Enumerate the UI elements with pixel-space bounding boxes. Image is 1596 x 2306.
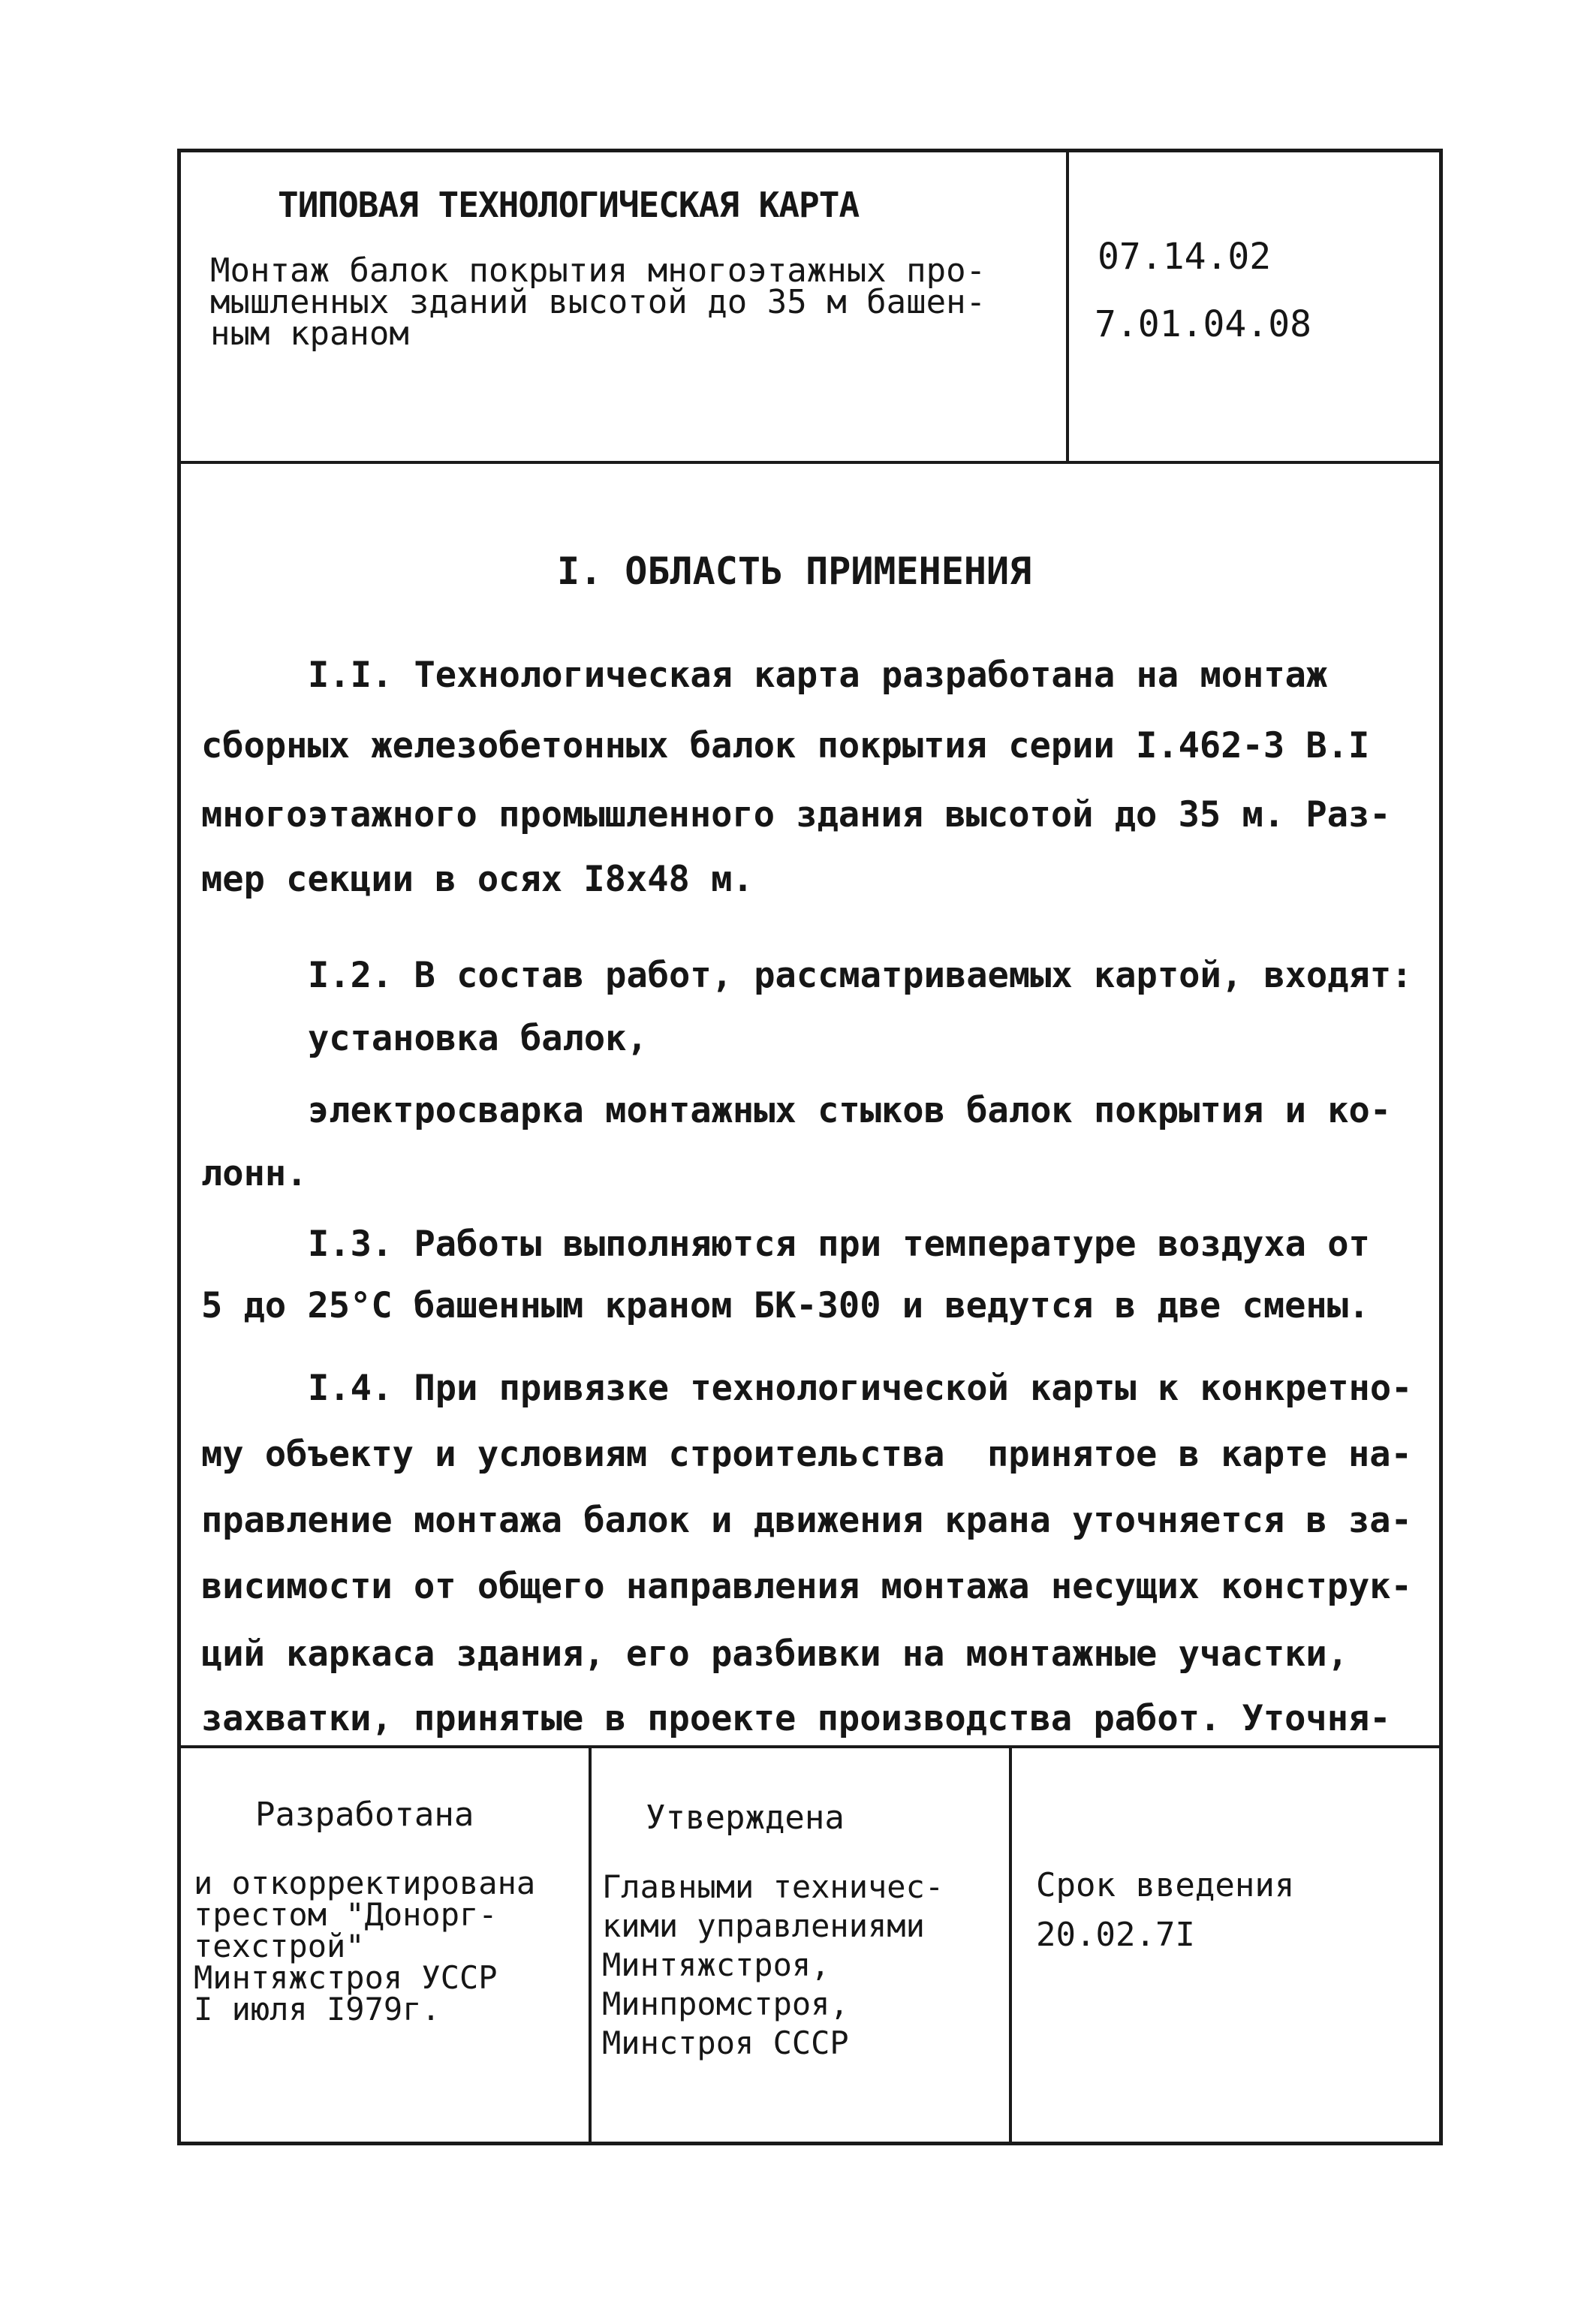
body-line: висимости от общего направления монтажа несущих конструк- — [201, 1566, 1412, 1607]
header-code-divider — [1066, 149, 1069, 461]
intro-date-label: Срок введения — [1036, 1866, 1295, 1904]
body-line: электросварка монтажных стыков балок покрытия и ко- — [308, 1090, 1392, 1131]
developed-text: и откорректирована трестом "Донорг- техстрой" Минтяжстроя УССР I июля I979г. — [194, 1865, 536, 2028]
body-line: I.I. Технологическая карта разработана на монтаж — [308, 655, 1328, 696]
approved-label: Утверждена — [646, 1799, 845, 1837]
body-line: многоэтажного промышленного здания высотой до 35 м. Раз- — [201, 794, 1391, 835]
intro-date: 20.02.7I — [1036, 1916, 1195, 1954]
body-line: сборных железобетонных балок покрытия серии I.462-3 В.I — [201, 725, 1370, 766]
page-frame — [177, 149, 1443, 2145]
body-line: мер секции в осях I8х48 м. — [201, 859, 754, 900]
body-line: правление монтажа балок и движения крана уточняется в за- — [201, 1500, 1412, 1541]
footer-col-divider-1 — [589, 1745, 592, 2145]
body-line: лонн. — [201, 1153, 308, 1194]
body-line: I.3. Работы выполняются при температуре воздуха от — [308, 1224, 1370, 1265]
body-line: ций каркаса здания, его разбивки на монтажные участки, — [201, 1633, 1349, 1675]
footer-col-divider-2 — [1009, 1745, 1012, 2145]
document-subtitle: Монтаж балок покрытия многоэтажных про- мышленных зданий высотой до 35 м башен- ным краном — [210, 251, 986, 353]
body-line: 5 до 25°С башенным краном БК-300 и ведутся в две смены. — [201, 1285, 1370, 1326]
section-title: I. ОБЛАСТЬ ПРИМЕНЕНИЯ — [557, 549, 1032, 593]
document-code-2: 7.01.04.08 — [1095, 303, 1311, 345]
approved-text: Главными техничес- кими управлениями Минтяжстроя, Минпромстроя, Минстроя СССР — [602, 1868, 944, 2061]
header-divider — [177, 461, 1443, 464]
body-line: I.4. При привязке технологической карты к конкретно- — [308, 1368, 1413, 1409]
developed-label: Разработана — [255, 1796, 474, 1834]
body-line: установка балок, — [308, 1018, 648, 1059]
footer-divider — [177, 1745, 1443, 1748]
document-code-1: 07.14.02 — [1098, 236, 1272, 278]
body-line: I.2. В состав работ, рассматриваемых картой, входят: — [308, 955, 1413, 996]
body-line: му объекту и условиям строительства принятое в карте на- — [201, 1434, 1412, 1475]
body-line: захватки, принятые в проекте производства работ. Уточня- — [201, 1698, 1391, 1739]
document-title: ТИПОВАЯ ТЕХНОЛОГИЧЕСКАЯ КАРТА — [278, 185, 860, 225]
